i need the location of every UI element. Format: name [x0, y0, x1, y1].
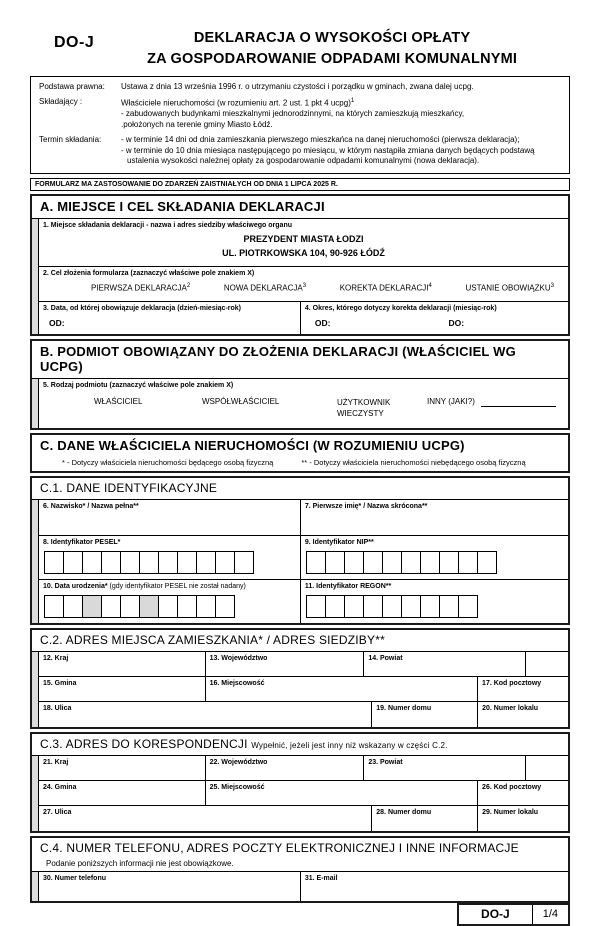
legal-info-box	[30, 76, 570, 174]
option-first-declaration[interactable]: PIERWSZA DEKLARACJA$^2$	[91, 283, 191, 294]
digit-box[interactable]	[306, 551, 326, 574]
field-first-name[interactable]	[301, 500, 568, 536]
filers-line2: - zabudowanych budynkami mieszkalnymi jednorodzinnymi, na których zamieszkują mieszkańcy,	[121, 109, 465, 119]
field-filing-purpose	[39, 267, 568, 302]
gutter-strip	[32, 379, 39, 427]
digit-box[interactable]	[382, 551, 402, 574]
page-footer	[30, 903, 570, 926]
field-nip[interactable]	[301, 536, 568, 580]
section-c3-note: Wypełnić, jeżeli jest inny niż wskazany w części C.2.	[251, 740, 448, 750]
field1-label: 1. Miejsce składania deklaracji - nazwa i adres siedziby właściwego organu	[43, 222, 292, 230]
option-new-declaration[interactable]: NOWA DEKLARACJA$^3$	[223, 283, 307, 294]
field-c2-street[interactable]: 18. Ulica	[39, 702, 372, 727]
deadline-line1: - w terminie 14 dni od dnia zamieszkania pierwszego mieszkańca na danej nieruchomości (pierwsza deklaracja);	[121, 134, 520, 144]
legal-basis-row	[39, 82, 563, 93]
digit-box[interactable]	[325, 551, 345, 574]
section-c1-title: C.1. DANE IDENTYFIKACYJNE	[40, 480, 218, 495]
section-c1	[30, 476, 570, 625]
field-birth-date[interactable]	[39, 580, 301, 623]
digit-box[interactable]	[196, 551, 216, 574]
section-b	[30, 339, 570, 429]
deadline-label: Termin składania:	[39, 134, 102, 144]
field9-label: 9. Identyfikator NIP**	[304, 538, 374, 546]
nip-input-boxes[interactable]	[301, 548, 568, 579]
digit-box[interactable]	[82, 551, 102, 574]
section-c4-note: Podanie poniższych informacji nie jest obowiązkowe.	[46, 858, 234, 868]
field-place-of-filing	[39, 219, 568, 267]
field3-label: 3. Data, od której obowiązuje deklaracja (dzień-miesiąc-rok)	[43, 305, 242, 313]
field-correction-period[interactable]	[301, 302, 568, 334]
field-c2-house-number[interactable]: 19. Numer domu	[372, 702, 478, 727]
digit-box[interactable]	[401, 595, 421, 618]
form-title-line1: DEKLARACJA O WYSOKOŚCI OPŁATY	[193, 30, 471, 46]
field10-label: 10. Data urodzenia* (gdy identyfikator PESEL nie został nadany)	[43, 582, 246, 590]
option-co-owner[interactable]: WSPÓŁWŁAŚCICIEL	[202, 397, 280, 407]
footnote-double-asterisk: ** - Dotyczy właściciela nieruchomości niebędącego osobą fizyczną	[301, 457, 526, 467]
filers-label: Składający :	[39, 96, 83, 106]
section-c2	[30, 628, 570, 729]
field-c3-country[interactable]: 21. Kraj	[39, 756, 206, 781]
field5-label: 5. Rodzaj podmiotu (zaznaczyć właściwe pole znakiem X)	[43, 382, 234, 390]
digit-box[interactable]	[382, 595, 402, 618]
digit-box[interactable]	[458, 551, 478, 574]
digit-box[interactable]	[344, 551, 364, 574]
digit-box[interactable]	[177, 595, 197, 618]
digit-box[interactable]	[215, 551, 235, 574]
section-c2-title: C.2. ADRES MIEJSCA ZAMIESZKANIA* / ADRES SIEDZIBY**	[40, 632, 385, 647]
field11-label: 11. Identyfikator REGON**	[304, 582, 392, 590]
row-spacer	[526, 652, 568, 677]
digit-box[interactable]	[325, 595, 345, 618]
correction-from[interactable]: OD:	[314, 318, 331, 329]
digit-box[interactable]	[234, 551, 254, 574]
footnote-single-asterisk: * - Dotyczy właściciela nieruchomości będącego osobą fizyczną	[62, 457, 274, 467]
footer-box	[457, 903, 570, 926]
digit-box[interactable]	[477, 551, 497, 574]
digit-box[interactable]	[120, 551, 140, 574]
field6-label: 6. Nazwisko* / Nazwa pełna**	[43, 502, 139, 510]
section-c-title: C. DANE WŁAŚCICIELA NIERUCHOMOŚCI (W ROZUMIENIU UCPG)	[40, 437, 465, 453]
section-c3-title: C.3. ADRES DO KORESPONDENCJI Wypełnić, jeżeli jest inny niż wskazany w części C.2.	[40, 736, 448, 751]
section-a	[30, 194, 570, 336]
purpose-options	[39, 279, 568, 301]
correction-to[interactable]: DO:	[448, 318, 465, 329]
gutter-strip	[32, 756, 39, 831]
field4-label: 4. Okres, którego dotyczy korekta deklaracji (miesiąc-rok)	[304, 305, 497, 313]
field-c2-apartment-number[interactable]: 20. Numer lokalu	[478, 702, 568, 727]
legal-basis-text: Ustawa z dnia 13 września 1996 r. o utrzymaniu czystości i porządku w gminach, zwana dalej ucpg.	[121, 82, 474, 92]
declaration-form-page	[30, 0, 570, 926]
deadline-row	[39, 135, 563, 167]
digit-box[interactable]	[139, 551, 159, 574]
gutter-strip	[32, 652, 39, 727]
section-c3	[30, 732, 570, 833]
gutter-strip	[32, 500, 39, 623]
pesel-input-boxes[interactable]	[39, 548, 300, 579]
gutter-strip	[32, 872, 39, 901]
digit-box[interactable]	[458, 595, 478, 618]
field-c3-voivodeship[interactable]: 22. Województwo	[206, 756, 365, 781]
field7-label: 7. Pierwsze imię* / Nazwa skrócona**	[304, 502, 428, 510]
legal-basis-label: Podstawa prawna:	[39, 82, 105, 92]
title-bar	[30, 28, 570, 70]
section-c4-title: C.4. NUMER TELEFONU, ADRES POCZTY ELEKTRONICZNEJ I INNE INFORMACJE	[40, 840, 519, 855]
digit-box[interactable]	[101, 595, 121, 618]
field-effective-date[interactable]	[39, 302, 301, 334]
footer-form-code: DO-J	[459, 905, 533, 924]
field-phone-number[interactable]: 30. Numer telefonu	[39, 872, 301, 901]
section-b-title: B. PODMIOT OBOWIĄZANY DO ZŁOŻENIA DEKLARACJI (WŁAŚCICIEL WG UCPG)	[40, 344, 516, 375]
footer-page-number: 1/4	[542, 907, 558, 920]
field8-label: 8. Identyfikator PESEL*	[43, 538, 121, 546]
digit-box[interactable]	[420, 595, 440, 618]
digit-box[interactable]	[177, 551, 197, 574]
digit-box[interactable]	[215, 595, 235, 618]
field-c2-locality[interactable]: 16. Miejscowość	[206, 677, 478, 702]
field-regon[interactable]	[301, 580, 568, 623]
field-c2-postal-code[interactable]: 17. Kod pocztowy	[478, 677, 568, 702]
digit-box[interactable]	[439, 551, 459, 574]
option-correction-declaration[interactable]: KOREKTA DEKLARACJI$^4$	[339, 283, 432, 294]
authority-line2: UL. PIOTRKOWSKA 104, 90-926 ŁÓDŹ	[222, 247, 385, 258]
digit-box[interactable]	[101, 551, 121, 574]
filers-line3: .położonych na terenie gminy Miasto Łódź.	[121, 120, 273, 130]
filers-row	[39, 97, 563, 131]
digit-box[interactable]	[44, 551, 64, 574]
digit-box[interactable]	[363, 551, 383, 574]
field-c2-voivodeship[interactable]: 13. Województwo	[206, 652, 365, 677]
digit-box[interactable]	[439, 595, 459, 618]
gutter-strip	[32, 219, 39, 334]
filers-footnote-ref: 1	[350, 97, 355, 104]
filers-line1: Właściciele nieruchomości (w rozumieniu art. 2 ust. 1 pkt 4 ucpg)	[121, 98, 351, 108]
section-c-footnotes	[32, 457, 568, 471]
digit-box[interactable]	[420, 551, 440, 574]
birth-date-input-boxes[interactable]	[39, 592, 300, 623]
field-pesel[interactable]	[39, 536, 301, 580]
regon-input-boxes[interactable]	[301, 592, 568, 623]
deadline-line2: - w terminie do 10 dnia miesiąca następującego po miesiącu, w którym nastąpiła zmiana danych będących podstawą	[121, 145, 535, 155]
form-code: DO-J	[54, 34, 95, 51]
field-c2-county[interactable]: 14. Powiat	[364, 652, 525, 677]
section-a-title: A. MIEJSCE I CEL SKŁADANIA DEKLARACJI	[40, 199, 325, 215]
option-other[interactable]: INNY (JAKI?)	[427, 397, 475, 407]
field2-label: 2. Cel złożenia formularza (zaznaczyć właściwe pole znakiem X)	[43, 270, 255, 278]
digit-box[interactable]	[82, 595, 102, 618]
effective-date-from[interactable]: OD:	[49, 318, 65, 329]
digit-box[interactable]	[44, 595, 64, 618]
section-c	[30, 433, 570, 473]
option-owner[interactable]: WŁAŚCICIEL	[94, 397, 143, 407]
field-surname[interactable]	[39, 500, 301, 536]
digit-box[interactable]	[306, 595, 326, 618]
subject-options	[39, 391, 568, 427]
digit-box[interactable]	[63, 551, 83, 574]
field-c2-country[interactable]: 12. Kraj	[39, 652, 206, 677]
field-c3-house-number[interactable]: 28. Numer domu	[372, 806, 478, 831]
form-title-line2: ZA GOSPODAROWANIE ODPADAMI KOMUNALNYMI	[147, 51, 518, 68]
field-c3-postal-code[interactable]: 26. Kod pocztowy	[478, 781, 568, 806]
correction-period-range[interactable]	[301, 314, 568, 334]
digit-box[interactable]	[344, 595, 364, 618]
authority-address	[39, 231, 568, 266]
filers-text	[121, 97, 563, 131]
option-obligation-ceased[interactable]: USTANIE OBOWIĄZKU$^3$	[465, 283, 554, 294]
field-c3-municipality[interactable]: 24. Gmina	[39, 781, 206, 806]
field-c3-locality[interactable]: 25. Miejscowość	[206, 781, 478, 806]
section-c4	[30, 836, 570, 903]
field-c3-apartment-number[interactable]: 29. Numer lokalu	[478, 806, 568, 831]
digit-box[interactable]	[196, 595, 216, 618]
field-subject-type	[39, 379, 568, 427]
field-c2-municipality[interactable]: 15. Gmina	[39, 677, 206, 702]
applicability-notice: FORMULARZ MA ZASTOSOWANIE DO ZDARZEŃ ZAISTNIAŁYCH OD DNIA 1 LIPCA 2025 R.	[30, 178, 570, 191]
authority-line1: PREZYDENT MIASTA ŁODZI	[243, 234, 364, 245]
digit-box[interactable]	[158, 551, 178, 574]
field-c3-county[interactable]: 23. Powiat	[364, 756, 525, 781]
deadline-line3: ustalenia wysokości należnej opłaty za gospodarowanie odpadami komunalnymi (nowa deklaracja).	[127, 156, 480, 166]
field-c3-street[interactable]: 27. Ulica	[39, 806, 372, 831]
digit-box[interactable]	[139, 595, 159, 618]
deadline-text	[121, 135, 563, 167]
other-subject-input-line[interactable]	[481, 397, 556, 407]
form-title	[94, 28, 570, 70]
field-email[interactable]: 31. E-mail	[301, 872, 568, 901]
digit-box[interactable]	[63, 595, 83, 618]
digit-box[interactable]	[120, 595, 140, 618]
digit-box[interactable]	[158, 595, 178, 618]
digit-box[interactable]	[363, 595, 383, 618]
row-spacer	[526, 756, 568, 781]
option-perpetual-usufructuary[interactable]: UŻYTKOWNIK WIECZYSTY	[337, 398, 391, 419]
digit-box[interactable]	[401, 551, 421, 574]
